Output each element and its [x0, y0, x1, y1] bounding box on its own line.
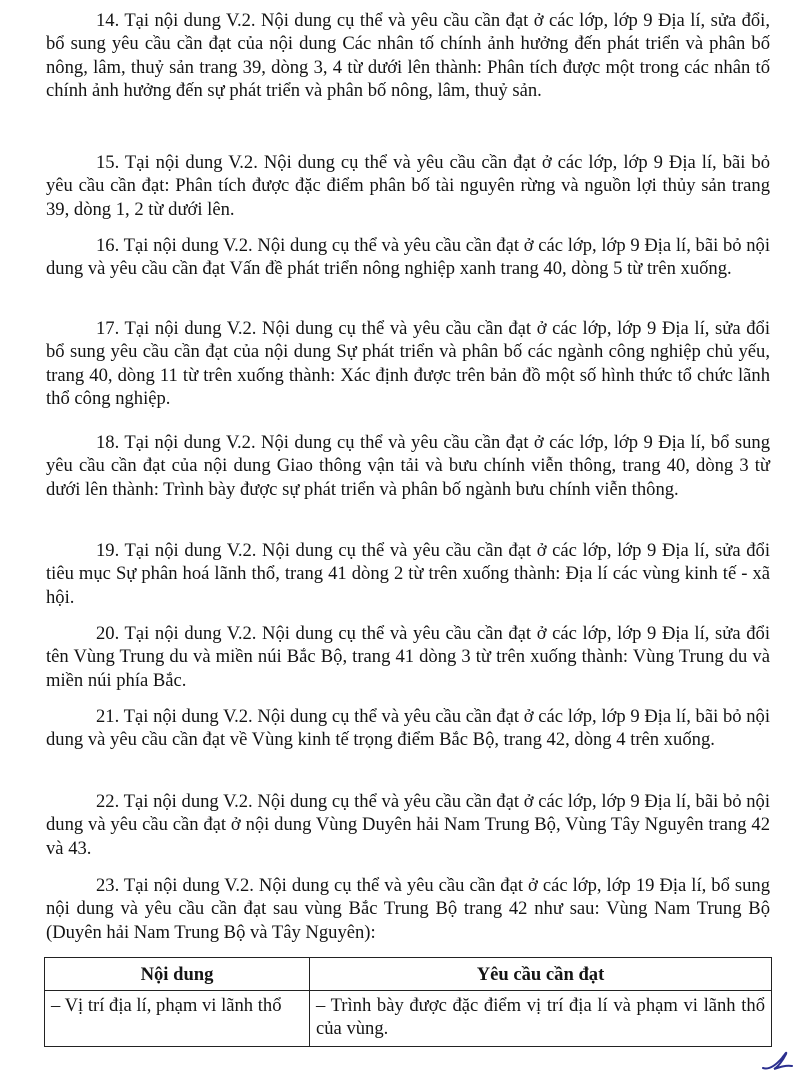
- paragraph-14: 14. Tại nội dung V.2. Nội dung cụ thể và yêu cầu cần đạt ở các lớp, lớp 9 Địa lí, sửa đổi, bổ sung yêu cầu cần đạt của nội dung Các nhân tố chính ảnh hưởng đến phát triển và phân bố nông, lâm, thuỷ sản trang 39, dòng 3, 4 từ dưới lên thành: Phân tích được một trong các nhân tố chính ảnh hưởng đến sự phát triển và phân bố nông, lâm, thuỷ sản.: [46, 10, 770, 102]
- table-cell-content: – Vị trí địa lí, phạm vi lãnh thổ: [45, 991, 310, 1047]
- header-requirement: Yêu cầu cần đạt: [310, 958, 772, 991]
- paragraph-18: 18. Tại nội dung V.2. Nội dung cụ thể và yêu cầu cần đạt ở các lớp, lớp 9 Địa lí, bổ sung yêu cầu cần đạt của nội dung Giao thông vận tải và bưu chính viễn thông, trang 40, dòng 3 từ dưới lên thành: Trình bày được sự phát triển và phân bố ngành bưu chính viễn thông.: [46, 432, 770, 500]
- table-row: [45, 991, 772, 1047]
- signature-mark: [760, 1048, 794, 1072]
- paragraph-20: 20. Tại nội dung V.2. Nội dung cụ thể và yêu cầu cần đạt ở các lớp, lớp 9 Địa lí, sửa đổi tên Vùng Trung du và miền núi Bắc Bộ, trang 41 dòng 3 từ trên xuống thành: Vùng Trung du và miền núi phía Bắc.: [46, 623, 770, 691]
- header-content: Nội dung: [45, 958, 310, 991]
- table-cell-requirement: – Trình bày được đặc điểm vị trí địa lí và phạm vi lãnh thổ của vùng.: [310, 991, 772, 1047]
- paragraph-23: 23. Tại nội dung V.2. Nội dung cụ thể và yêu cầu cần đạt ở các lớp, lớp 19 Địa lí, bổ sung nội dung và yêu cầu cần đạt sau vùng Bắc Trung Bộ trang 42 như sau: Vùng Nam Trung Bộ (Duyên hải Nam Trung Bộ và Tây Nguyên):: [46, 875, 770, 943]
- paragraph-21: 21. Tại nội dung V.2. Nội dung cụ thể và yêu cầu cần đạt ở các lớp, lớp 9 Địa lí, bãi bỏ nội dung và yêu cầu cần đạt về Vùng kinh tế trọng điểm Bắc Bộ, trang 42, dòng 4 trên xuống.: [46, 706, 770, 751]
- paragraph-15: 15. Tại nội dung V.2. Nội dung cụ thể và yêu cầu cần đạt ở các lớp, lớp 9 Địa lí, bãi bỏ yêu cầu cần đạt: Phân tích được đặc điểm phân bố tài nguyên rừng và nguồn lợi thủy sản trang 39, dòng 1, 2 từ dưới lên.: [46, 152, 770, 220]
- paragraph-16: 16. Tại nội dung V.2. Nội dung cụ thể và yêu cầu cần đạt ở các lớp, lớp 9 Địa lí, bãi bỏ nội dung và yêu cầu cần đạt Vấn đề phát triển nông nghiệp xanh trang 40, dòng 5 từ trên xuống.: [46, 235, 770, 280]
- paragraph-22: 22. Tại nội dung V.2. Nội dung cụ thể và yêu cầu cần đạt ở các lớp, lớp 9 Địa lí, bãi bỏ nội dung và yêu cầu cần đạt ở nội dung Vùng Duyên hải Nam Trung Bộ, Vùng Tây Nguyên trang 42 và 43.: [46, 791, 770, 859]
- requirements-table: [44, 957, 772, 1047]
- paragraph-17: 17. Tại nội dung V.2. Nội dung cụ thể và yêu cầu cần đạt ở các lớp, lớp 9 Địa lí, sửa đổi bổ sung yêu cầu cần đạt của nội dung Sự phát triển và phân bố các ngành công nghiệp chủ yếu, trang 40, dòng 11 từ trên xuống thành: Xác định được trên bản đồ một số hình thức tổ chức lãnh thổ công nghiệp.: [46, 318, 770, 410]
- paragraph-19: 19. Tại nội dung V.2. Nội dung cụ thể và yêu cầu cần đạt ở các lớp, lớp 9 Địa lí, sửa đổi tiêu mục Sự phân hoá lãnh thổ, trang 41 dòng 2 từ trên xuống thành: Địa lí các vùng kinh tế - xã hội.: [46, 540, 770, 608]
- table-header-row: [45, 958, 772, 991]
